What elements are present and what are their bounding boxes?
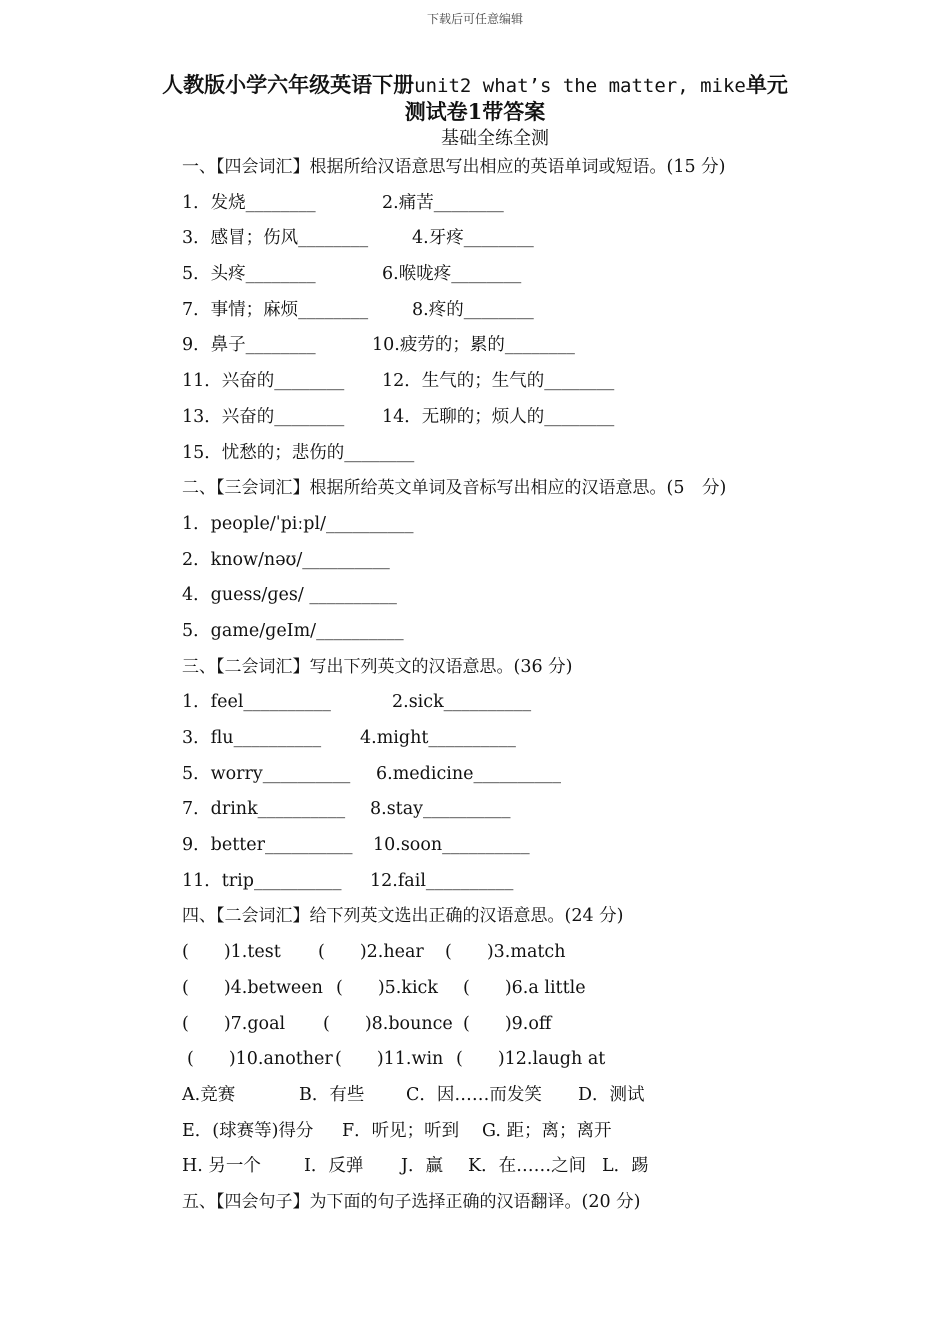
s1-row [182,436,822,472]
s4-options-row [182,1078,822,1114]
section-3-points: (36 分) [513,656,573,677]
section-1-points: (15 分) [666,157,726,177]
option: I．反弹 [304,1156,364,1177]
option: B．有些 [299,1084,365,1105]
section-2-title: 二、【三会词汇】根据所给英文单词及音标写出相应的汉语意思。 [182,478,667,499]
s1-row [182,186,822,222]
option: E．(球赛等)得分 [182,1120,314,1141]
s1-row [182,257,822,293]
s4-row [182,935,822,971]
s4-item: ( )3.match [445,942,566,963]
s1-item: 13．兴奋的________ [182,406,345,427]
s4-options-row [182,1114,822,1150]
s1-item: 4.牙疼________ [412,228,534,249]
s1-item: 1．发烧________ [182,192,316,213]
section-2-heading [182,471,822,507]
s4-item: ( )5.kick [336,977,438,998]
s1-row [182,328,822,364]
option: H. 另一个 [182,1156,261,1177]
worksheet-body [182,150,822,1221]
s4-row [182,971,822,1007]
s4-item: ( )10.another [187,1049,333,1070]
s1-item: 15．忧愁的；悲伤的________ [182,442,415,463]
s4-options-row [182,1149,822,1185]
s3-row [182,757,822,793]
section-1-heading [182,150,822,186]
title-prefix: 人教版小学六年级英语下册 [162,72,415,97]
s1-item: 6.喉咙疼________ [382,264,522,285]
s3-row [182,721,822,757]
option: F．听见；听到 [342,1120,460,1141]
option: D．测试 [578,1084,645,1105]
s3-item: 11．trip__________ [182,870,342,891]
s1-item: 11．兴奋的________ [182,371,345,392]
s3-item: 10.soon__________ [373,835,530,856]
section-4-points: (24 分) [564,906,624,927]
s1-row [182,293,822,329]
s1-item: 8.疼的________ [412,299,534,320]
option: C．因……而发笑 [406,1084,542,1105]
title-suffix: 单元 [745,72,788,97]
s4-row [182,1042,822,1078]
option: L．踢 [602,1156,649,1177]
document-subtitle: 基础全练全测 [441,128,549,149]
s3-item: 3．flu__________ [182,728,322,748]
s3-item: 4.might__________ [360,728,516,748]
s1-item: 2.痛苦________ [382,192,504,213]
section-4-title: 四、【二会词汇】给下列英文选出正确的汉语意思。 [182,906,565,927]
s3-item: 1．feel__________ [182,692,331,713]
option: J．赢 [401,1156,444,1177]
section-2-points: (5 分) [666,478,727,499]
option: G. 距；离；离开 [482,1120,612,1141]
s2-item: 2．know/nəʊ/__________ [182,549,390,570]
section-3-heading [182,650,822,686]
s3-item: 9．better__________ [182,835,353,856]
s4-item: ( )2.hear [318,942,424,963]
section-5-points: (20 分) [581,1191,641,1212]
s1-item: 10.疲劳的；累的________ [372,335,575,356]
s3-row [182,685,822,721]
s3-row [182,864,822,900]
s1-item: 12．生气的；生气的________ [382,371,615,392]
s1-item: 7．事情；麻烦________ [182,299,369,320]
s3-item: 12.fail__________ [370,870,514,891]
s4-item: ( )1.test [182,942,281,963]
s1-item: 14．无聊的；烦人的________ [382,406,615,427]
s4-item: ( )4.between [182,977,323,998]
s4-row [182,1007,822,1043]
s4-item: ( )9.off [463,1013,552,1034]
s1-row [182,400,822,436]
s1-row [182,364,822,400]
s4-item: ( )7.goal [182,1013,286,1034]
s3-item: 8.stay__________ [370,799,511,820]
section-5-title: 五、【四会句子】为下面的句子选择正确的汉语翻译。 [182,1191,582,1212]
s4-item: ( )11.win [335,1049,444,1070]
section-3-title: 三、【二会词汇】写出下列英文的汉语意思。 [182,656,514,677]
s3-item: 2.sick__________ [392,692,532,713]
section-4-heading [182,899,822,935]
option: A.竞赛 [182,1084,236,1105]
s4-item: ( )12.laugh at [456,1049,606,1070]
document-title [140,72,810,125]
s3-item: 6.medicine__________ [376,763,561,784]
s1-row [182,221,822,257]
s1-item: 5．头疼________ [182,264,316,285]
option: K．在……之间 [468,1156,587,1177]
title-line-2: 测试卷1带答案 [404,99,546,124]
s4-item: ( )6.a little [463,977,586,998]
section-1-title: 一、【四会词汇】根据所给汉语意思写出相应的英语单词或短语。 [182,157,667,177]
s3-row [182,828,822,864]
title-english: unit2 what’s the matter, mike [414,75,746,97]
section-5-heading [182,1185,822,1221]
s1-item: 9．鼻子________ [182,335,316,356]
s3-item: 5．worry__________ [182,763,351,784]
s4-item: ( )8.bounce [323,1013,453,1034]
page-header: 下载后可任意编辑 [426,12,523,26]
s1-item: 3．感冒；伤风________ [182,228,369,249]
s2-item: 1．people/ˈpiːpl/__________ [182,513,414,534]
s2-item: 4．guess/ɡes/ __________ [182,585,397,606]
s3-item: 7．drink__________ [182,799,346,820]
s2-item: 5．game/ɡeIm/__________ [182,620,404,641]
s3-row [182,792,822,828]
